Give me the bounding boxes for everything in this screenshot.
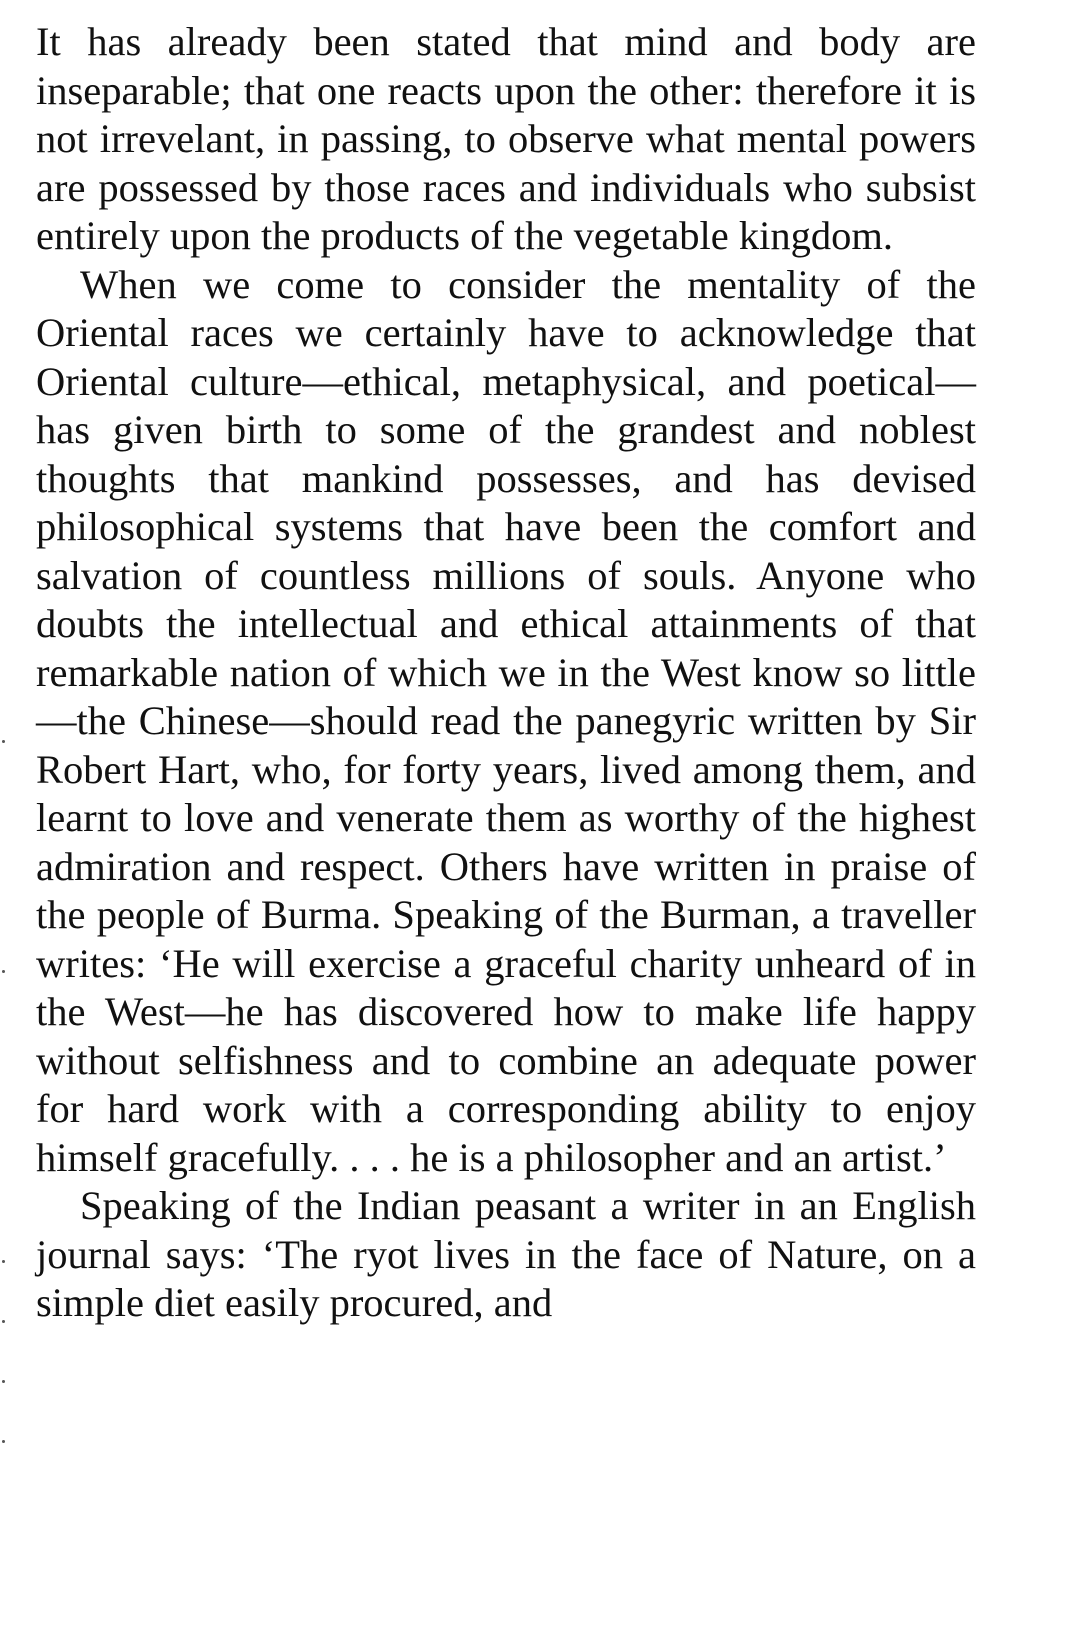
paragraph-mind-and-body: It has already been stated that mind and body are inseparable; that one reacts upon the other: therefore it is not irrevelant, in passing, to observe what mental powers are possessed by those races and individuals who subsist entirely upon the products of the vegetable kingdom. <box>36 19 976 258</box>
scan-speck <box>2 1260 5 1263</box>
scan-speck <box>2 970 5 973</box>
scan-speck <box>2 1440 5 1443</box>
paragraph-indian-peasant: Speaking of the Indian peasant a writer in an English journal says: ‘The ryot lives in the face of Nature, on a simple diet easily procured, and <box>36 1183 976 1325</box>
scan-speck <box>2 740 5 743</box>
scan-speck <box>2 1320 5 1323</box>
body-text <box>36 18 976 1328</box>
scan-margin-specks <box>2 740 10 1480</box>
paragraph-oriental-mentality: When we come to consider the mentality of the Oriental races we certainly have to acknowledge that Oriental culture—ethical, metaphysical, and poetical—has given birth to some of the grandest and noblest thoughts that mankind possesses, and has devised philosophical systems that have been the comfort and salvation of countless millions of souls. Anyone who doubts the intellectual and ethical attainments of that remarkable nation of which we in the West know so little—the Chinese—should read the panegyric written by Sir Robert Hart, who, for forty years, lived among them, and learnt to love and venerate them as worthy of the highest admiration and respect. Others have written in praise of the people of Burma. Speaking of the Burman, a traveller writes: ‘He will exercise a graceful charity unheard of in the West—he has discovered how to make life happy without selfishness and to combine an adequate power for hard work with a corresponding ability to enjoy himself gracefully. . . . he is a philosopher and an artist.’ <box>36 261 976 1180</box>
scan-speck <box>2 1380 5 1383</box>
